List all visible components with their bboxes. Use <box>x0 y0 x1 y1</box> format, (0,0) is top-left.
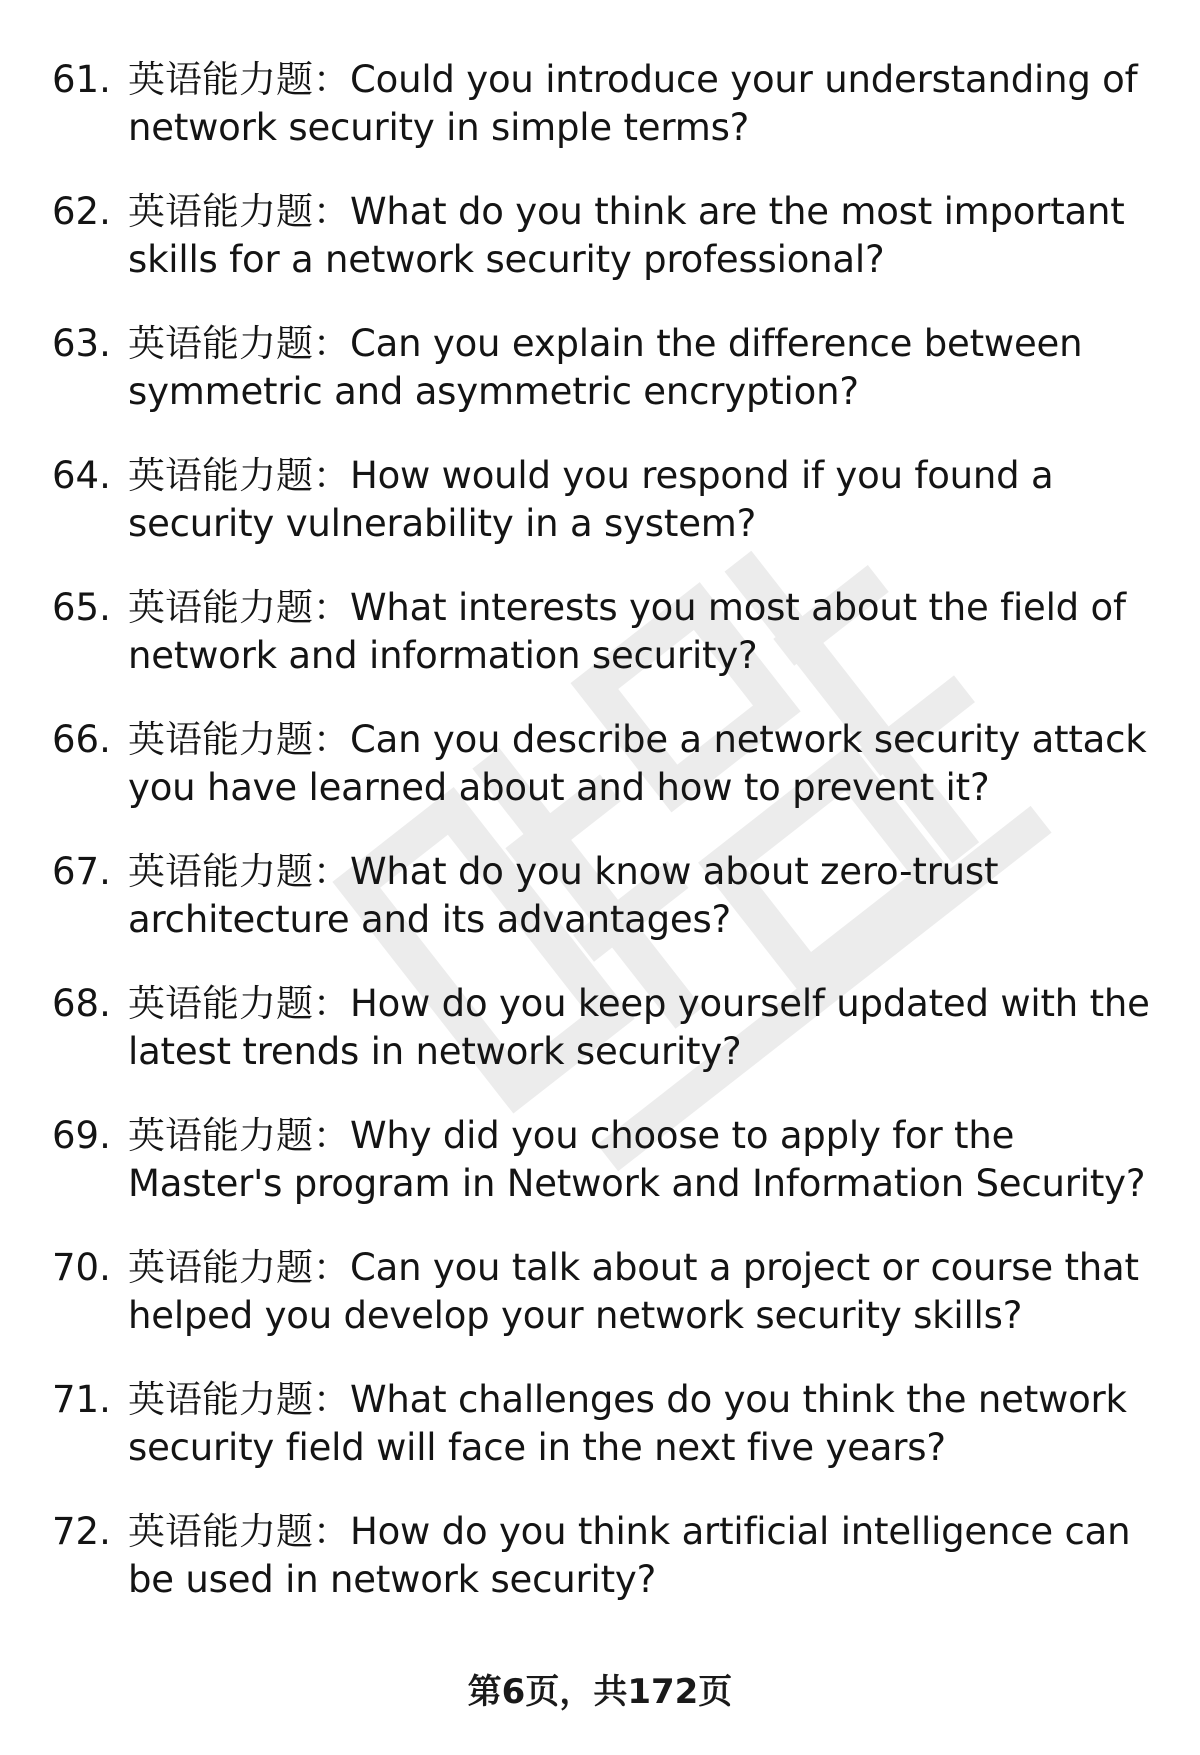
question-number: 66. <box>52 718 111 761</box>
question-number: 62. <box>52 190 111 233</box>
question-body <box>128 452 1162 548</box>
question-text: Why did you choose to apply for the Master's program in Network and Information Security? <box>128 1114 1146 1205</box>
question-body <box>128 1112 1162 1208</box>
question-text: Could you introduce your understanding of network security in simple terms? <box>128 58 1138 149</box>
question-text: How do you think artificial intelligence can be used in network security? <box>128 1510 1131 1601</box>
question-number: 70. <box>52 1246 111 1289</box>
question-category-label: 英语能力题： <box>128 850 350 893</box>
question-number: 72. <box>52 1510 111 1553</box>
question-number: 61. <box>52 58 111 101</box>
question-category-label: 英语能力题： <box>128 322 350 365</box>
page-number-footer: 第6页，共172页 <box>467 1672 733 1712</box>
question-text: What do you think are the most important skills for a network security professional? <box>128 190 1125 281</box>
question-category-label: 英语能力题： <box>128 718 350 761</box>
question-number: 67. <box>52 850 111 893</box>
question-item <box>52 1244 1162 1376</box>
question-body <box>128 188 1162 284</box>
question-item <box>52 320 1162 452</box>
question-item <box>52 452 1162 584</box>
question-item <box>52 188 1162 320</box>
question-body <box>128 320 1162 416</box>
question-number: 64. <box>52 454 111 497</box>
question-category-label: 英语能力题： <box>128 982 350 1025</box>
question-category-label: 英语能力题： <box>128 1378 350 1421</box>
question-item <box>52 1112 1162 1244</box>
question-category-label: 英语能力题： <box>128 454 350 497</box>
question-text: How do you keep yourself updated with the latest trends in network security? <box>128 982 1150 1073</box>
question-text: How would you respond if you found a security vulnerability in a system? <box>128 454 1054 545</box>
question-item <box>52 980 1162 1112</box>
question-list <box>52 56 1162 1640</box>
question-category-label: 英语能力题： <box>128 586 350 629</box>
question-body <box>128 1244 1162 1340</box>
question-text: What challenges do you think the network security field will face in the next five years? <box>128 1378 1127 1469</box>
question-category-label: 英语能力题： <box>128 1114 350 1157</box>
question-number: 63. <box>52 322 111 365</box>
question-body <box>128 56 1162 152</box>
question-text: What do you know about zero-trust architecture and its advantages? <box>128 850 999 941</box>
question-item <box>52 584 1162 716</box>
question-text: What interests you most about the field of network and information security? <box>128 586 1126 677</box>
question-body <box>128 1508 1162 1604</box>
question-number: 71. <box>52 1378 111 1421</box>
question-category-label: 英语能力题： <box>128 1510 350 1553</box>
question-item <box>52 1508 1162 1640</box>
question-item <box>52 848 1162 980</box>
question-category-label: 英语能力题： <box>128 58 350 101</box>
question-item <box>52 56 1162 188</box>
question-body <box>128 848 1162 944</box>
question-text: Can you explain the difference between symmetric and asymmetric encryption? <box>128 322 1083 413</box>
question-body <box>128 584 1162 680</box>
question-body <box>128 980 1162 1076</box>
question-category-label: 英语能力题： <box>128 190 350 233</box>
question-category-label: 英语能力题： <box>128 1246 350 1289</box>
question-number: 68. <box>52 982 111 1025</box>
question-number: 69. <box>52 1114 111 1157</box>
question-item <box>52 716 1162 848</box>
question-body <box>128 716 1162 812</box>
question-text: Can you describe a network security attack you have learned about and how to prevent it? <box>128 718 1147 809</box>
question-body <box>128 1376 1162 1472</box>
question-text: Can you talk about a project or course that helped you develop your network security skills? <box>128 1246 1139 1337</box>
question-item <box>52 1376 1162 1508</box>
question-number: 65. <box>52 586 111 629</box>
